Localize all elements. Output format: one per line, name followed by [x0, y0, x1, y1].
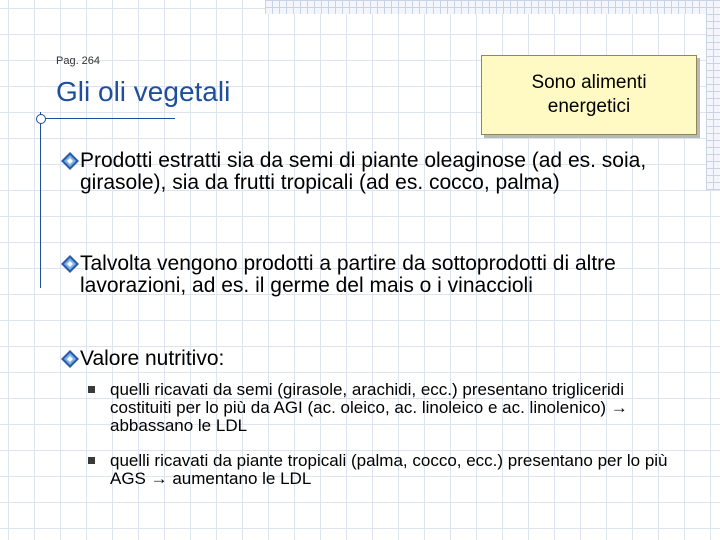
title-underline: [40, 118, 175, 119]
decorative-grid-pattern: [265, 0, 720, 14]
bullet-item: [60, 150, 690, 194]
title-rule-circle-icon: [36, 114, 46, 124]
callout-box: [481, 55, 697, 135]
diamond-bullet-icon: [60, 151, 80, 171]
square-bullet-icon: [88, 457, 95, 464]
sub-bullet-text: quelli ricavati da piante tropicali (palma, cocco, ecc.) presentano per lo più AGS → aumentano le LDL: [110, 451, 668, 488]
bullet-text: Valore nutritivo:: [80, 347, 225, 370]
diamond-bullet-icon: [60, 254, 80, 274]
page-number: Pag. 264: [56, 55, 101, 67]
diamond-bullet-icon: [60, 349, 80, 369]
decorative-grid-pattern-side: [706, 0, 720, 190]
bullet-text: Talvolta vengono prodotti a partire da sottoprodotti di altre lavorazioni, ad es. il germe del mais o i vinaccioli: [80, 252, 616, 297]
title-vertical-rule: [40, 112, 41, 288]
sub-bullet-item: [88, 381, 688, 435]
callout-text: Sono alimenti energetici: [531, 72, 647, 117]
sub-bullet-text: quelli ricavati da semi (girasole, arachidi, ecc.) presentano trigliceridi costituiti per lo più da AGI (ac. oleico, ac. linoleico e ac. linolenico) → abbassano le LDL: [110, 380, 628, 435]
sub-bullet-item: [88, 452, 688, 488]
bullet-item: [60, 253, 690, 297]
slide-title: Gli oli vegetali: [56, 76, 231, 107]
bullet-text: Prodotti estratti sia da semi di piante oleaginose (ad es. soia, girasole), sia da frutti tropicali (ad es. cocco, palma): [80, 149, 647, 194]
square-bullet-icon: [88, 386, 95, 393]
bullet-item: [60, 348, 690, 370]
